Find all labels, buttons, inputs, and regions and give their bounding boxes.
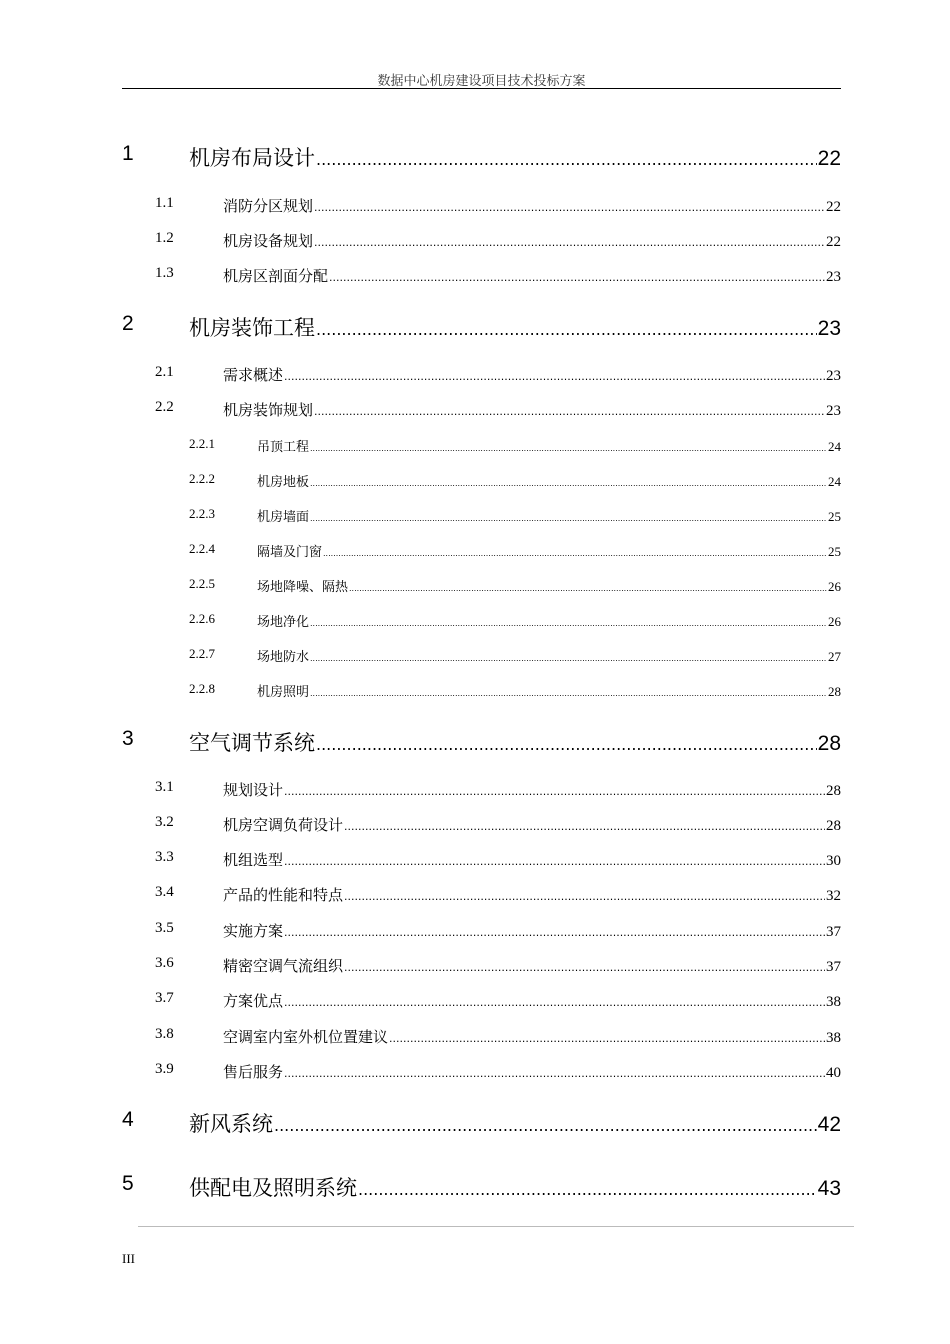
toc-entry-page: 22 <box>817 147 841 170</box>
toc-entry-number: 2.2.5 <box>189 576 215 591</box>
toc-entry-number: 2.2.2 <box>189 471 215 486</box>
toc-entry-page: 30 <box>826 853 841 869</box>
toc-entry-title: 隔墙及门窗 <box>257 545 323 560</box>
toc-entry-number: 3.2 <box>155 814 174 830</box>
toc-entry-number: 3.9 <box>155 1061 174 1077</box>
toc-entry[interactable] <box>122 1172 841 1202</box>
toc-entry-title: 机房装饰工程 <box>189 316 315 340</box>
toc-entry-page: 40 <box>826 1065 841 1081</box>
toc-dot-leader <box>316 150 817 169</box>
toc-entry[interactable] <box>122 727 841 757</box>
toc-entry-title: 新风系统 <box>189 1112 273 1136</box>
toc-entry-page: 43 <box>817 1177 841 1200</box>
toc-entry-page: 23 <box>826 269 841 285</box>
toc-dot-leader <box>284 996 825 1009</box>
toc-entry-page: 28 <box>826 818 841 834</box>
toc-entry[interactable] <box>155 399 841 421</box>
toc-entry-page: 28 <box>817 732 841 755</box>
toc-dot-leader <box>310 689 827 698</box>
toc-dot-leader <box>323 549 827 558</box>
toc-entry-number: 2 <box>122 312 134 335</box>
toc-dot-leader <box>344 890 825 903</box>
toc-entry[interactable] <box>122 312 841 342</box>
toc-entry-number: 1.2 <box>155 230 174 246</box>
toc-entry-number: 3.4 <box>155 884 174 900</box>
toc-entry-title: 机房地板 <box>257 475 310 490</box>
toc-entry[interactable] <box>189 541 841 561</box>
toc-entry-page: 24 <box>828 474 841 489</box>
toc-dot-leader <box>314 405 825 418</box>
toc-entry-page: 23 <box>826 403 841 419</box>
toc-entry[interactable] <box>155 1026 841 1048</box>
toc-entry[interactable] <box>189 436 841 456</box>
toc-dot-leader <box>284 926 825 939</box>
toc-entry[interactable] <box>155 230 841 252</box>
toc-entry-page: 26 <box>828 579 841 594</box>
toc-entry-number: 2.1 <box>155 364 174 380</box>
toc-entry-number: 3.6 <box>155 955 174 971</box>
toc-entry[interactable] <box>189 576 841 596</box>
footer-rule <box>138 1226 854 1227</box>
header-title: 数据中心机房建设项目技术投标方案 <box>377 74 586 89</box>
toc-entry-page: 27 <box>828 649 841 664</box>
toc-entry-page: 22 <box>826 199 841 215</box>
toc-entry[interactable] <box>155 849 841 871</box>
toc-entry[interactable] <box>122 142 841 172</box>
toc-entry-title: 产品的性能和特点 <box>223 886 344 904</box>
toc-entry-title: 吊顶工程 <box>257 440 310 455</box>
toc-dot-leader <box>284 370 825 383</box>
toc-entry[interactable] <box>155 955 841 977</box>
toc-entry-number: 2.2.7 <box>189 646 215 661</box>
toc-entry-title: 空气调节系统 <box>189 731 315 755</box>
toc-dot-leader <box>389 1032 825 1045</box>
toc-dot-leader <box>344 820 825 833</box>
toc-entry-page: 25 <box>828 544 841 559</box>
toc-dot-leader <box>310 444 827 453</box>
toc-dot-leader <box>310 654 827 663</box>
toc-entry-number: 3.5 <box>155 920 174 936</box>
toc-entry-number: 5 <box>122 1172 134 1195</box>
toc-entry[interactable] <box>189 681 841 701</box>
toc-entry[interactable] <box>122 1108 841 1138</box>
toc-entry-title: 机房空调负荷设计 <box>223 816 344 834</box>
toc-dot-leader <box>329 271 825 284</box>
toc-dot-leader <box>274 1116 817 1135</box>
toc-dot-leader <box>316 735 817 754</box>
toc-entry-number: 1.1 <box>155 195 174 211</box>
toc-entry-page: 42 <box>817 1113 841 1136</box>
toc-dot-leader <box>310 514 827 523</box>
toc-entry-number: 3.3 <box>155 849 174 865</box>
toc-entry-number: 3.7 <box>155 990 174 1006</box>
toc-dot-leader <box>349 584 827 593</box>
toc-entry-number: 1 <box>122 142 134 165</box>
toc-entry-page: 28 <box>828 684 841 699</box>
toc-entry-title: 方案优点 <box>223 992 284 1010</box>
toc-entry-page: 23 <box>817 317 841 340</box>
toc-entry-title: 需求概述 <box>223 366 284 384</box>
page-number: III <box>122 1251 135 1266</box>
toc-entry-number: 2.2.3 <box>189 506 215 521</box>
toc-entry[interactable] <box>155 364 841 386</box>
toc-entry-page: 32 <box>826 888 841 904</box>
toc-dot-leader <box>314 236 825 249</box>
toc-entry-title: 机房装饰规划 <box>223 401 314 419</box>
toc-entry-number: 2.2.4 <box>189 541 215 556</box>
toc-dot-leader <box>310 479 827 488</box>
toc-entry-title: 机房照明 <box>257 685 310 700</box>
toc-entry[interactable] <box>155 884 841 906</box>
toc-entry-page: 25 <box>828 509 841 524</box>
toc-entry-page: 38 <box>826 994 841 1010</box>
toc-entry[interactable] <box>155 265 841 287</box>
toc-entry-number: 2.2.6 <box>189 611 215 626</box>
toc-entry[interactable] <box>155 990 841 1012</box>
toc-entry-title: 机房设备规划 <box>223 232 314 250</box>
toc-entry[interactable] <box>189 611 841 631</box>
toc-entry-title: 消防分区规划 <box>223 197 314 215</box>
toc-entry-number: 3 <box>122 727 134 750</box>
toc-entry[interactable] <box>189 506 841 526</box>
toc-entry-page: 26 <box>828 614 841 629</box>
toc-entry-title: 机房墙面 <box>257 510 310 525</box>
toc-entry-page: 38 <box>826 1030 841 1046</box>
toc-entry-page: 24 <box>828 439 841 454</box>
toc-dot-leader <box>358 1180 817 1199</box>
toc-dot-leader <box>344 961 825 974</box>
toc-entry-title: 机房布局设计 <box>189 146 315 170</box>
toc-entry-title: 精密空调气流组织 <box>223 957 344 975</box>
toc-entry-number: 1.3 <box>155 265 174 281</box>
toc-entry[interactable] <box>155 779 841 801</box>
toc-entry-number: 2.2.1 <box>189 436 215 451</box>
toc-entry[interactable] <box>189 471 841 491</box>
toc-entry[interactable] <box>155 814 841 836</box>
toc-entry[interactable] <box>155 195 841 217</box>
toc-dot-leader <box>310 619 827 628</box>
toc-dot-leader <box>284 785 825 798</box>
toc-entry-page: 37 <box>826 924 841 940</box>
toc-entry-title: 售后服务 <box>223 1063 284 1081</box>
toc-entry-page: 23 <box>826 368 841 384</box>
toc-entry-number: 2.2 <box>155 399 174 415</box>
toc-entry-title: 场地防水 <box>257 650 310 665</box>
toc-dot-leader <box>284 1067 825 1080</box>
toc-entry-title: 场地净化 <box>257 615 310 630</box>
toc-entry-title: 空调室内室外机位置建议 <box>223 1028 389 1046</box>
toc-entry-page: 28 <box>826 783 841 799</box>
toc-entry-title: 实施方案 <box>223 922 284 940</box>
toc-entry[interactable] <box>155 920 841 942</box>
toc-entry-title: 机组选型 <box>223 851 284 869</box>
toc-entry-page: 37 <box>826 959 841 975</box>
toc-dot-leader <box>314 201 825 214</box>
toc-entry-title: 供配电及照明系统 <box>189 1176 357 1200</box>
toc-entry-number: 3.1 <box>155 779 174 795</box>
toc-entry-number: 3.8 <box>155 1026 174 1042</box>
toc-entry-number: 2.2.8 <box>189 681 215 696</box>
toc-entry-title: 规划设计 <box>223 781 284 799</box>
toc-dot-leader <box>316 320 817 339</box>
toc-entry-number: 4 <box>122 1108 134 1131</box>
toc-dot-leader <box>284 855 825 868</box>
toc-entry-page: 22 <box>826 234 841 250</box>
toc-entry[interactable] <box>189 646 841 666</box>
toc-entry[interactable] <box>155 1061 841 1083</box>
toc-entry-title: 机房区剖面分配 <box>223 267 329 285</box>
toc-entry-title: 场地降噪、隔热 <box>257 580 349 595</box>
